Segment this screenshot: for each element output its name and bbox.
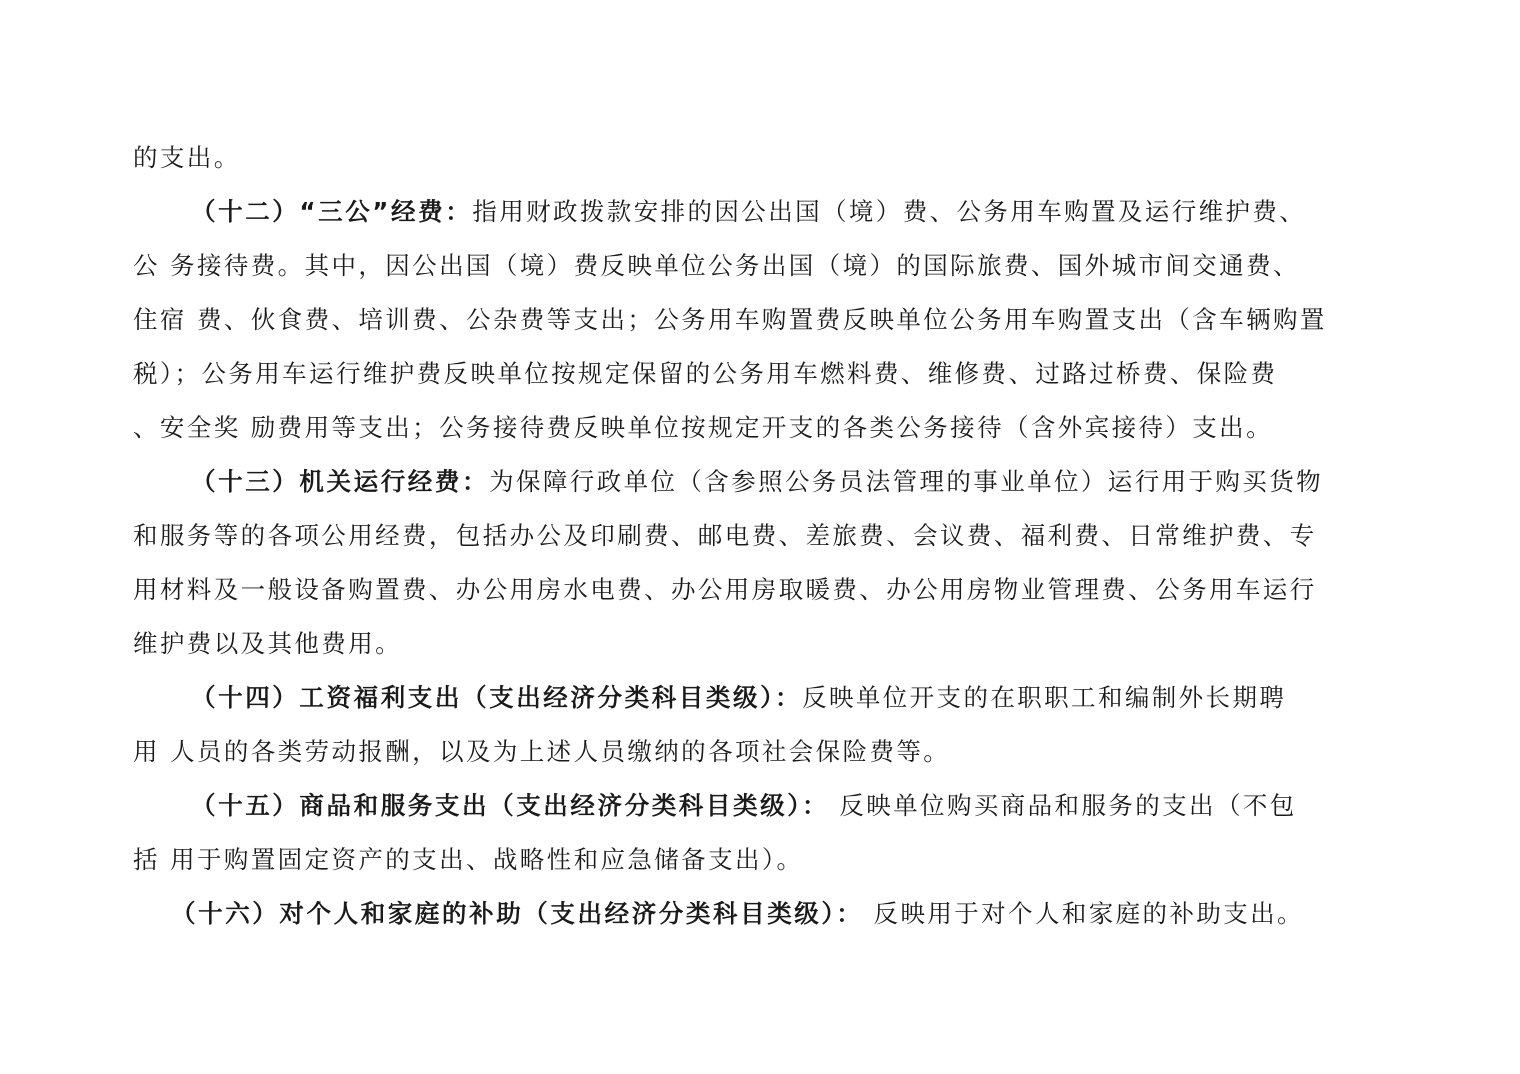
section-12-line: [133, 185, 1393, 239]
document-page: [133, 131, 1393, 941]
paragraph-line: [133, 509, 1393, 563]
paragraph-line: [133, 833, 1393, 887]
body-text: 指用财政拨款安排的因公出国（境）费、公务用车购置及运行维护费、: [472, 197, 1307, 226]
section-15-heading: （十五）商品和服务支出（支出经济分类科目类级）：: [191, 791, 830, 820]
paragraph-line: [133, 347, 1393, 401]
paragraph-line: [133, 131, 1393, 185]
section-14-heading: （十四）工资福利支出（支出经济分类科目类级）：: [191, 683, 803, 712]
body-text: 括 用于购置固定资产的支出、战略性和应急储备支出）。: [133, 845, 804, 874]
body-text: 住宿 费、伙食费、培训费、公杂费等支出；公务用车购置费反映单位公务用车购置支出（含车辆购置: [133, 305, 1327, 334]
body-text: 维护费以及其他费用。: [133, 629, 402, 658]
body-text: 公 务接待费。其中，因公出国（境）费反映单位公务出国（境）的国际旅费、国外城市间交通费、: [133, 251, 1300, 280]
body-text: 为保障行政单位（含参照公务员法管理的事业单位）运行用于购买货物: [489, 467, 1324, 496]
body-text: 的支出。: [133, 143, 241, 172]
section-16-line: [133, 887, 1393, 941]
section-12-heading: （十二）“三公”经费：: [191, 197, 473, 226]
paragraph-line: [133, 401, 1393, 455]
body-text: 用 人员的各类劳动报酬，以及为上述人员缴纳的各项社会保险费等。: [133, 737, 951, 766]
paragraph-line: [133, 617, 1393, 671]
body-text: 、安全奖 励费用等支出；公务接待费反映单位按规定开支的各类公务接待（含外宾接待）支出。: [133, 413, 1273, 442]
body-text: 和服务等的各项公用经费，包括办公及印刷费、邮电费、差旅费、会议费、福利费、日常维护费、专: [133, 521, 1317, 550]
section-14-line: [133, 671, 1393, 725]
section-13-line: [133, 455, 1393, 509]
body-text: 反映单位开支的在职职工和编制外长期聘: [802, 683, 1287, 712]
section-15-line: [133, 779, 1393, 833]
paragraph-line: [133, 239, 1393, 293]
body-text: 税）；公务用车运行维护费反映单位按规定保留的公务用车燃料费、维修费、过路过桥费、保险费: [133, 359, 1278, 388]
section-16-heading: （十六）对个人和家庭的补助（支出经济分类科目类级）：: [171, 899, 864, 928]
body-text: 反映用于对个人和家庭的补助支出。: [863, 899, 1304, 928]
paragraph-line: [133, 725, 1393, 779]
paragraph-line: [133, 563, 1393, 617]
section-13-heading: （十三）机关运行经费：: [191, 467, 490, 496]
body-text: 用材料及一般设备购置费、办公用房水电费、办公用房取暖费、办公用房物业管理费、公务用车运行: [133, 575, 1317, 604]
body-text: 反映单位购买商品和服务的支出（不包: [829, 791, 1297, 820]
paragraph-line: [133, 293, 1393, 347]
